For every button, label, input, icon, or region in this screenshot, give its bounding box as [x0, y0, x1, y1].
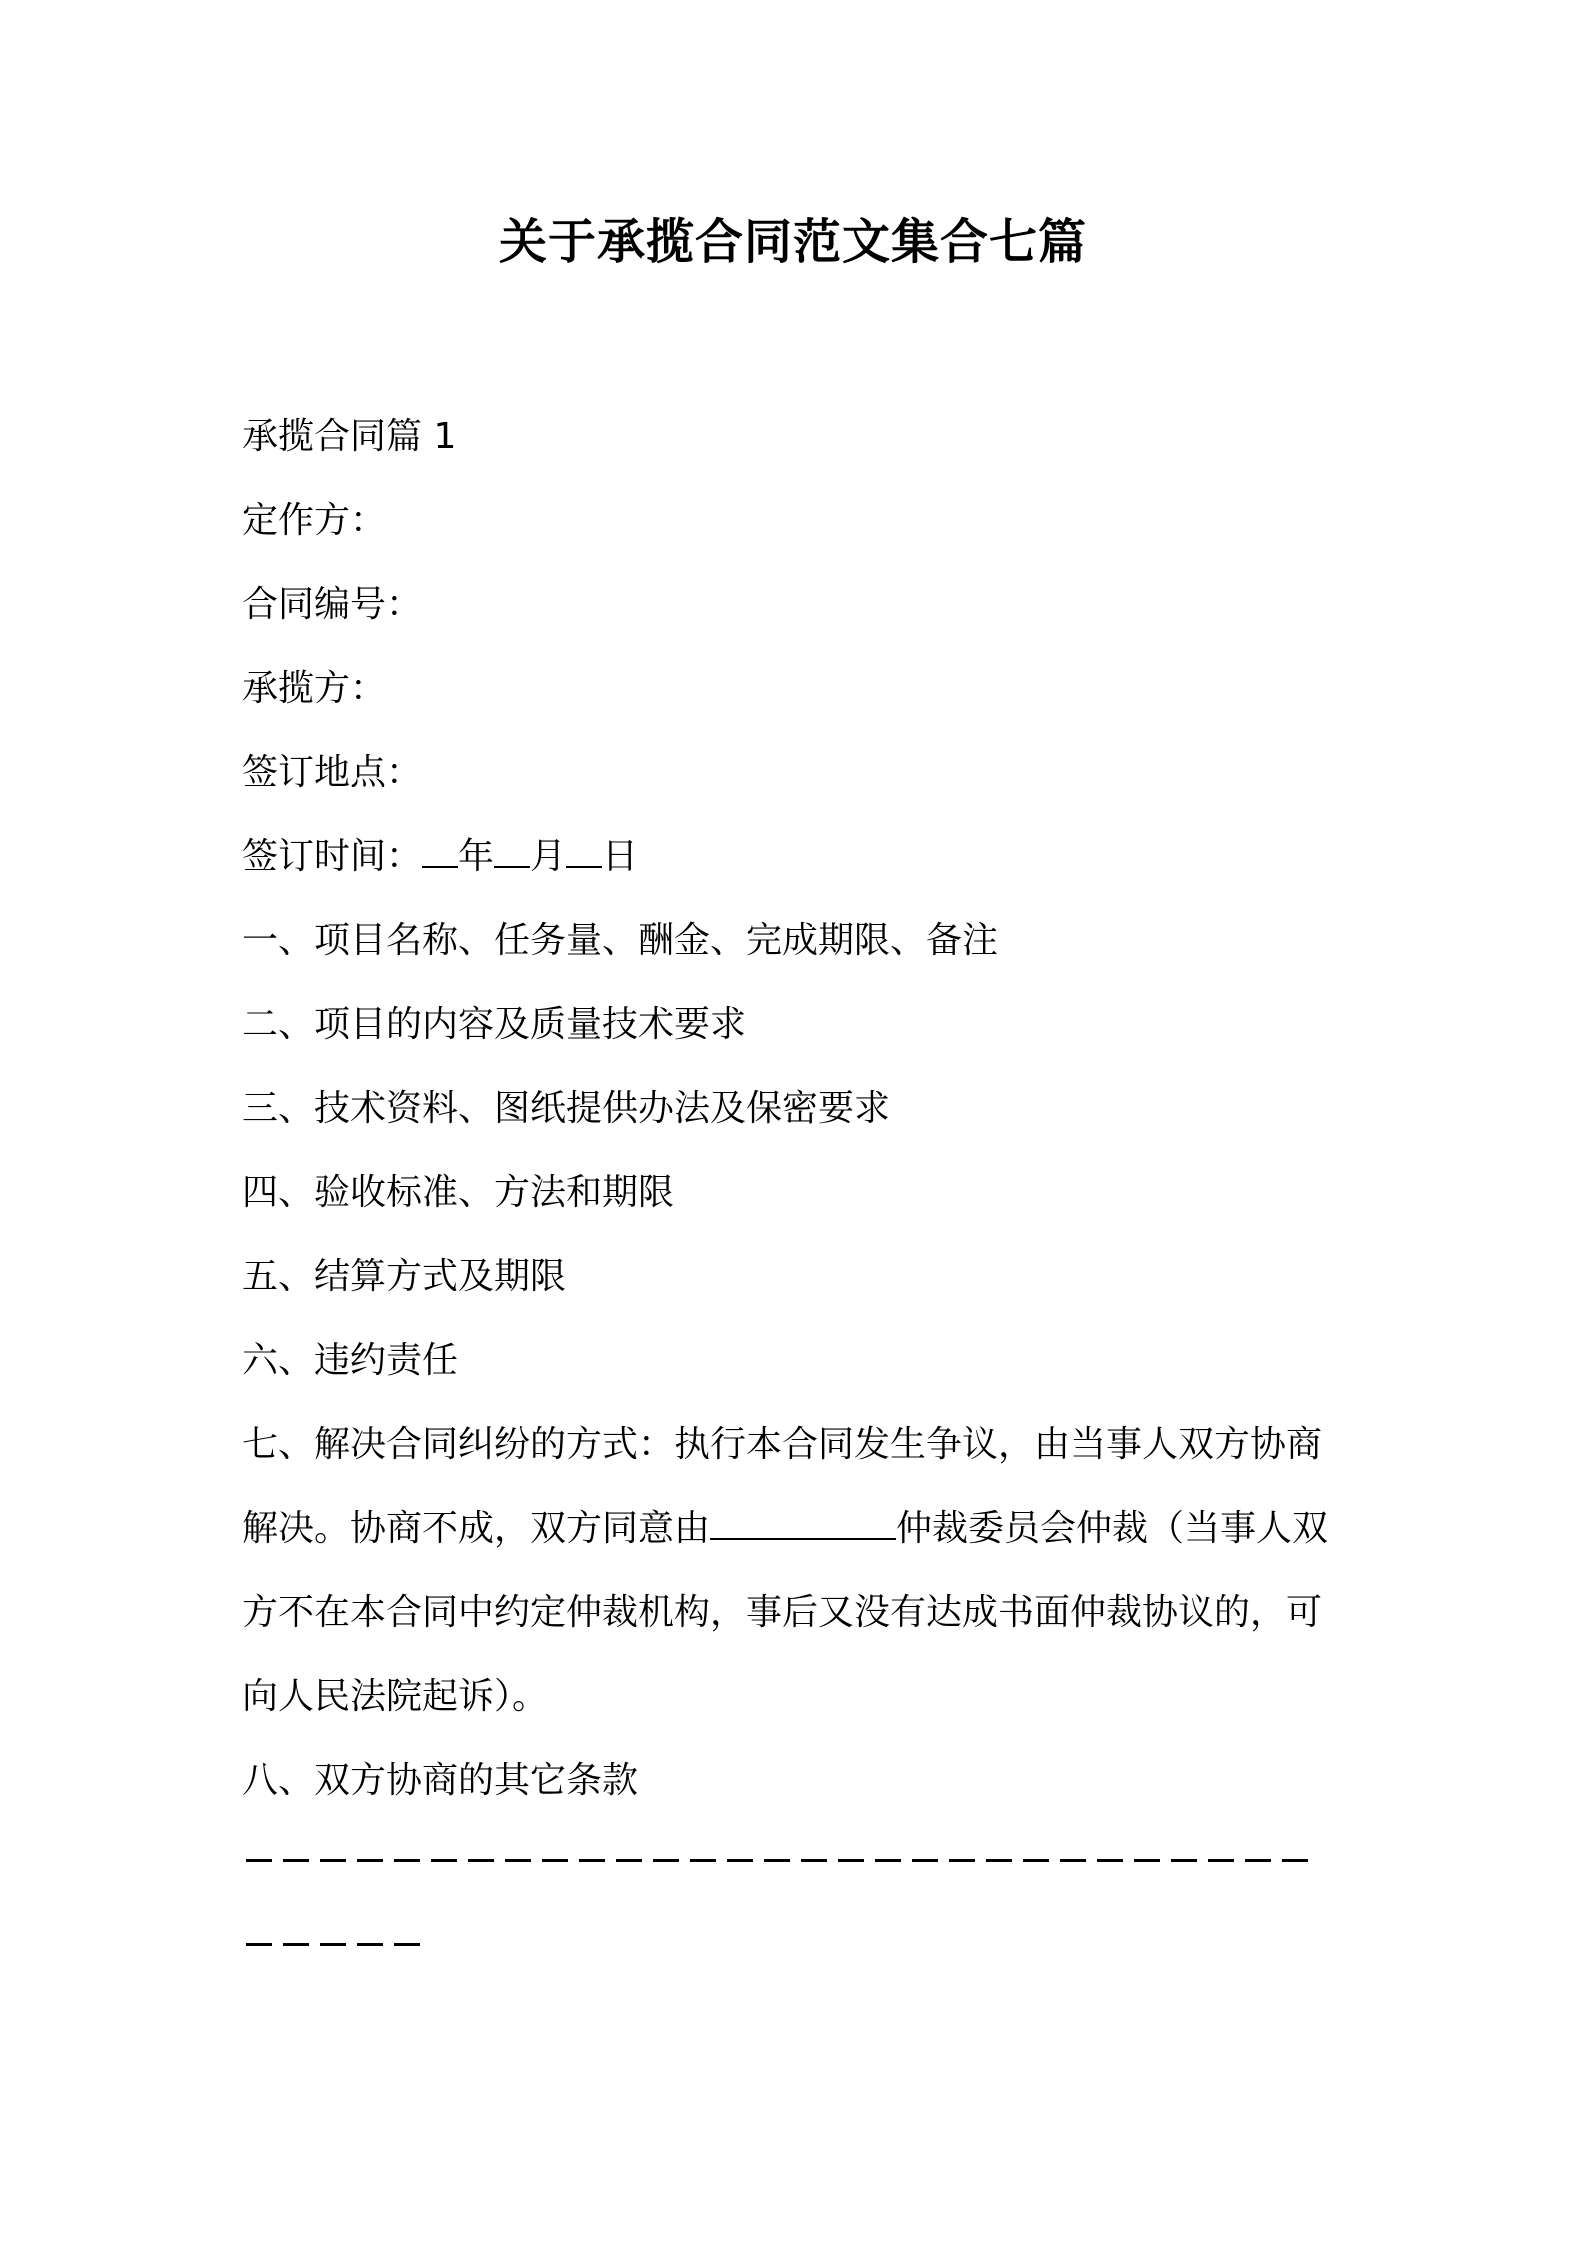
- dash-segment: [1023, 1859, 1049, 1862]
- dash-segment: [838, 1859, 864, 1862]
- dash-segment: [283, 1859, 309, 1862]
- clause-2: 二、项目的内容及质量技术要求: [242, 1004, 747, 1045]
- dash-segment: [1134, 1859, 1160, 1862]
- dash-segment: [727, 1859, 753, 1862]
- clause-4: 四、验收标准、方法和期限: [242, 1172, 675, 1213]
- dash-segment: [764, 1859, 790, 1862]
- dash-segment: [1282, 1859, 1308, 1862]
- clause-8: 八、双方协商的其它条款: [242, 1760, 639, 1801]
- dash-segment: [1060, 1859, 1086, 1862]
- clause-3: 三、技术资料、图纸提供办法及保密要求: [242, 1088, 891, 1129]
- clause-7-line-2-after: 仲裁委员会仲裁（当事人双: [896, 1508, 1329, 1549]
- clause-7-line-3: 方不在本合同中约定仲裁机构，事后又没有达成书面仲裁协议的，可: [242, 1592, 1323, 1633]
- dash-segment: [912, 1859, 938, 1862]
- document-title: 关于承揽合同范文集合七篇: [498, 214, 1087, 270]
- dash-segment: [1097, 1859, 1123, 1862]
- day-blank: [566, 836, 602, 868]
- section-heading: 承揽合同篇 1: [242, 416, 457, 457]
- clause-7-line-2-before: 解决。协商不成，双方同意由: [242, 1508, 711, 1549]
- year-label: 年: [458, 836, 495, 877]
- dash-segment: [431, 1859, 457, 1862]
- field-signing-time: [242, 833, 638, 881]
- dash-segment: [505, 1859, 531, 1862]
- dash-segment: [394, 1943, 420, 1946]
- clause-7-line-4: 向人民法院起诉）。: [242, 1676, 549, 1717]
- dash-segment: [394, 1859, 420, 1862]
- field-signing-place: 签订地点：: [242, 752, 423, 793]
- field-contract-number: 合同编号：: [242, 584, 423, 625]
- dash-segment: [320, 1859, 346, 1862]
- dash-segment: [357, 1943, 383, 1946]
- dash-segment: [1208, 1859, 1234, 1862]
- month-label: 月: [530, 836, 567, 877]
- signing-time-label: 签订时间：: [242, 836, 423, 877]
- dash-segment: [801, 1859, 827, 1862]
- day-label: 日: [602, 836, 639, 877]
- arbitration-committee-blank: [710, 1508, 896, 1540]
- dash-segment: [1245, 1859, 1271, 1862]
- dash-segment: [246, 1943, 272, 1946]
- dash-segment: [357, 1859, 383, 1862]
- dash-segment: [616, 1859, 642, 1862]
- dash-segment: [690, 1859, 716, 1862]
- dash-segment: [283, 1943, 309, 1946]
- field-ordering-party: 定作方：: [242, 500, 387, 541]
- dash-segment: [246, 1859, 272, 1862]
- dash-segment: [986, 1859, 1012, 1862]
- dash-segment: [875, 1859, 901, 1862]
- month-blank: [494, 836, 530, 868]
- field-contractor: 承揽方：: [242, 668, 387, 709]
- clause-5: 五、结算方式及期限: [242, 1256, 567, 1297]
- clause-7-line-1: 七、解决合同纠纷的方式：执行本合同发生争议，由当事人双方协商: [242, 1424, 1323, 1465]
- dash-segment: [949, 1859, 975, 1862]
- clause-7-line-2: [242, 1505, 1328, 1553]
- dash-segment: [320, 1943, 346, 1946]
- dash-segment: [1171, 1859, 1197, 1862]
- year-blank: [422, 836, 458, 868]
- dash-segment: [579, 1859, 605, 1862]
- dash-segment: [468, 1859, 494, 1862]
- dash-segment: [653, 1859, 679, 1862]
- dash-line-2: [246, 1943, 420, 1947]
- clause-1: 一、项目名称、任务量、酬金、完成期限、备注: [242, 920, 999, 961]
- dash-line-1: [246, 1859, 1308, 1863]
- clause-6: 六、违约责任: [242, 1340, 459, 1381]
- dash-segment: [542, 1859, 568, 1862]
